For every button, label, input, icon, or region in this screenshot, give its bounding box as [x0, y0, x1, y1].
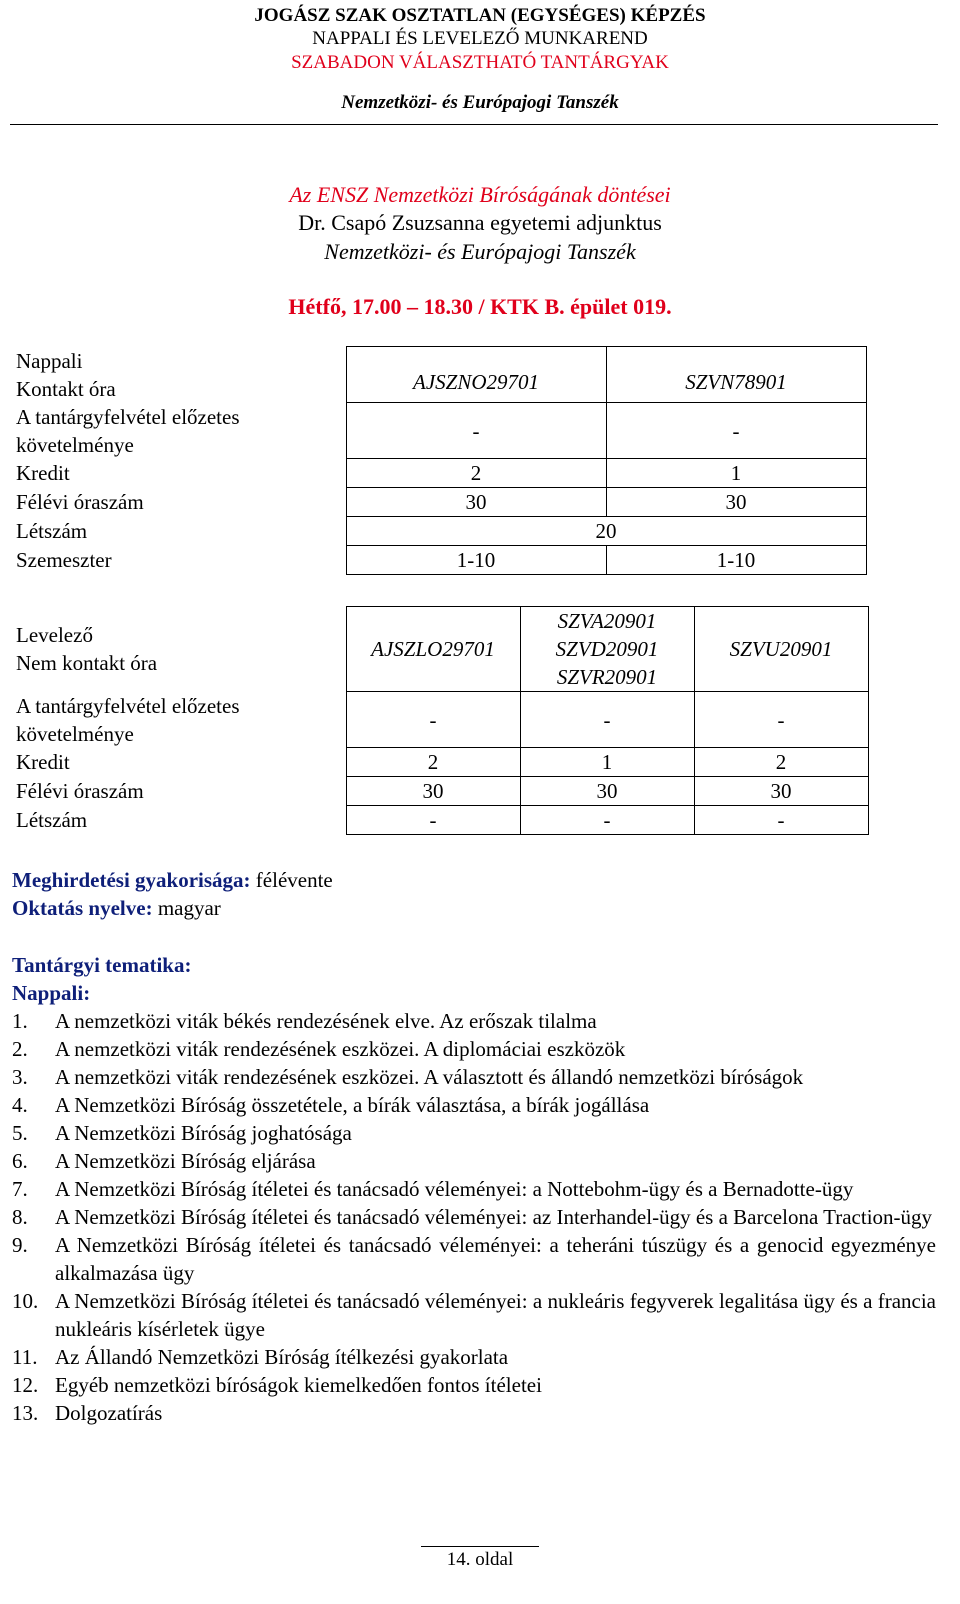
correspondence-table [10, 606, 869, 835]
course-code-group: SZVA20901 SZVD20901 SZVR20901 [520, 607, 694, 692]
list-item: 1. A nemzetközi viták békés rendezésének elve. Az erőszak tilalma [12, 1009, 597, 1033]
row-label: Félévi óraszám [10, 488, 346, 517]
table-cell: 30 [520, 777, 694, 806]
table-cell: 30 [606, 488, 866, 517]
list-item: 12. Egyéb nemzetközi bíróságok kiemelkedően fontos ítéletei [12, 1373, 542, 1397]
frequency-value: félévente [255, 868, 333, 892]
table-cell: 2 [346, 748, 520, 777]
table-row [10, 517, 866, 546]
list-item: 5. A Nemzetközi Bíróság joghatósága [12, 1121, 352, 1145]
table-cell: - [346, 403, 606, 459]
header-department: Nemzetközi- és Európajogi Tanszék [341, 92, 619, 113]
table-row [10, 546, 866, 575]
table-cell: 1-10 [606, 546, 866, 575]
topics-subheading: Nappali: [12, 981, 91, 1005]
language-value: magyar [157, 896, 221, 920]
course-department: Nemzetközi- és Európajogi Tanszék [324, 239, 636, 264]
table-cell: - [520, 692, 694, 748]
table-row [10, 403, 866, 459]
table-cell: 1-10 [346, 546, 606, 575]
course-code: SZVU20901 [694, 607, 868, 692]
table-cell: - [346, 806, 520, 835]
row-label: Kredit [10, 748, 346, 777]
table-cell: 30 [694, 777, 868, 806]
header-elective: SZABADON VÁLASZTHATÓ TANTÁRGYAK [291, 52, 669, 73]
table-cell: - [346, 692, 520, 748]
language-label: Oktatás nyelve: [12, 896, 153, 920]
topics-heading: Tantárgyi tematika: [12, 953, 192, 977]
table-cell: - [694, 806, 868, 835]
list-item: 6. A Nemzetközi Bíróság eljárása [12, 1149, 316, 1173]
frequency-line [12, 866, 333, 894]
table-row [10, 347, 866, 403]
row-label: Szemeszter [10, 546, 346, 575]
header-divider [10, 124, 938, 125]
table-cell: - [606, 403, 866, 459]
course-title: Az ENSZ Nemzetközi Bíróságának döntései [289, 182, 671, 207]
row-label: Létszám [10, 517, 346, 546]
list-item: 11. Az Állandó Nemzetközi Bíróság ítélkezési gyakorlata [12, 1345, 509, 1369]
row-label: Nappali Kontakt óra [10, 347, 346, 403]
list-item: 9. A Nemzetközi Bíróság ítéletei és tanácsadó véleményei: a teheráni túszügy és a genocid egyezménye alkalmazása ügy [12, 1233, 936, 1285]
table-cell: 30 [346, 777, 520, 806]
list-item: 3. A nemzetközi viták rendezésének eszközei. A választott és állandó nemzetközi bíróságok [12, 1065, 804, 1089]
table-row [10, 777, 868, 806]
table-row [10, 806, 868, 835]
row-label: A tantárgyfelvétel előzetes követelménye [10, 692, 346, 748]
table-row [10, 459, 866, 488]
row-label: Félévi óraszám [10, 777, 346, 806]
table-cell: - [520, 806, 694, 835]
table-row [10, 692, 868, 748]
list-item: 7. A Nemzetközi Bíróság ítéletei és tanácsadó véleményei: a Nottebohm-ügy és a Bernadotte-ügy [12, 1177, 854, 1201]
row-label: Levelező Nem kontakt óra [10, 607, 346, 692]
header-program: JOGÁSZ SZAK OSZTATLAN (EGYSÉGES) KÉPZÉS [254, 5, 706, 26]
topics-list [12, 1007, 936, 1427]
row-label: Kredit [10, 459, 346, 488]
course-teacher: Dr. Csapó Zsuzsanna egyetemi adjunktus [298, 210, 662, 235]
page-header [0, 4, 960, 115]
table-cell: 1 [606, 459, 866, 488]
daytime-table [10, 346, 867, 575]
list-item: 10. A Nemzetközi Bíróság ítéletei és tanácsadó véleményei: a nukleáris fegyverek legalitása ügy és a francia nukleáris kísérletek ügye [12, 1289, 936, 1341]
row-label: Létszám [10, 806, 346, 835]
list-item: 8. A Nemzetközi Bíróság ítéletei és tanácsadó véleményei: az Interhandel-ügy és a Barcelona Traction-ügy [12, 1205, 933, 1229]
table-row [10, 607, 868, 692]
header-schedule-type: NAPPALI ÉS LEVELEZŐ MUNKAREND [312, 28, 648, 49]
course-schedule: Hétfő, 17.00 – 18.30 / KTK B. épület 019. [288, 294, 672, 319]
table-cell: 2 [694, 748, 868, 777]
row-label: A tantárgyfelvétel előzetes követelménye [10, 403, 346, 459]
course-code: AJSZLO29701 [346, 607, 520, 692]
list-item: 2. A nemzetközi viták rendezésének eszközei. A diplomáciai eszközök [12, 1037, 626, 1061]
page-footer [0, 1546, 960, 1571]
list-item: 13. Dolgozatírás [12, 1401, 163, 1425]
table-cell: - [694, 692, 868, 748]
language-line [12, 894, 221, 922]
table-cell: 30 [346, 488, 606, 517]
table-cell: 2 [346, 459, 606, 488]
course-code: AJSZNO29701 [346, 347, 606, 403]
page-number: 14. oldal [421, 1546, 540, 1571]
table-row [10, 488, 866, 517]
table-cell: 1 [520, 748, 694, 777]
frequency-label: Meghirdetési gyakorisága: [12, 868, 251, 892]
course-code: SZVN78901 [606, 347, 866, 403]
list-item: 4. A Nemzetközi Bíróság összetétele, a bírák választása, a bírák jogállása [12, 1093, 650, 1117]
table-row [10, 748, 868, 777]
table-cell: 20 [346, 517, 866, 546]
